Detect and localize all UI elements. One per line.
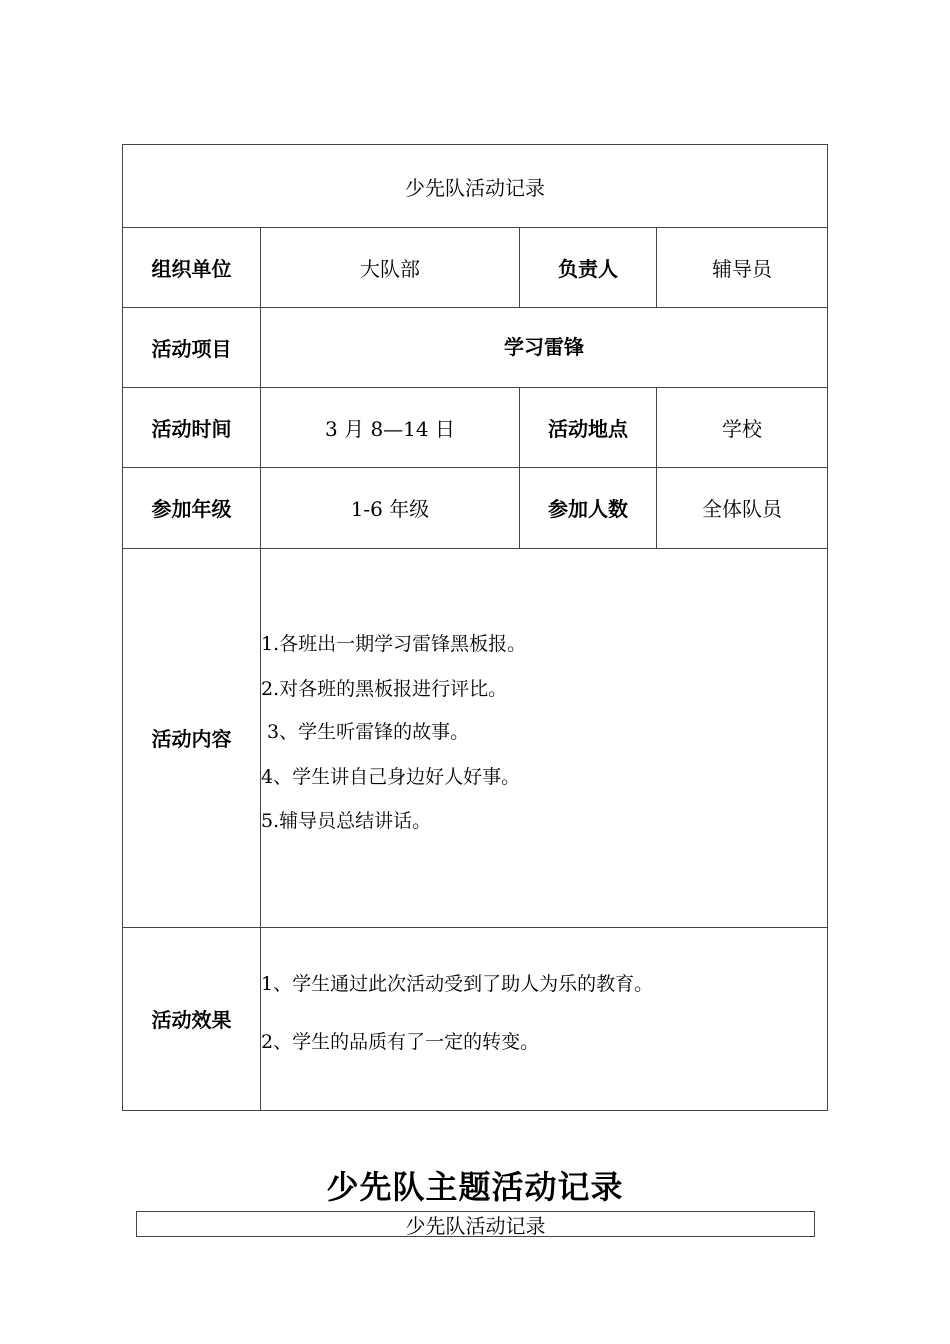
count-label: 参加人数	[548, 497, 628, 521]
grade-label: 参加年级	[151, 497, 232, 521]
next-table-title: 少先队活动记录	[136, 1211, 815, 1237]
count-value: 全体队员	[702, 497, 782, 521]
leader-label: 负责人	[558, 256, 618, 281]
effect-item: 2、学生的品质有了一定的转变。	[261, 1031, 540, 1053]
project-value: 学习雷锋	[504, 334, 584, 359]
activity-record-table	[122, 144, 828, 1111]
content-label: 活动内容	[151, 727, 232, 751]
content-item: 3、学生听雷锋的故事。	[261, 721, 470, 743]
content-item: 1.各班出一期学习雷锋黑板报。	[261, 633, 527, 655]
time-value: 3 月 8—14 日	[325, 416, 455, 441]
effect-label: 活动效果	[151, 1008, 232, 1032]
record-title: 少先队活动记录	[405, 175, 545, 200]
org-value: 大队部	[360, 256, 420, 281]
grade-value: 1-6 年级	[350, 497, 430, 521]
effect-item: 1、学生通过此次活动受到了助人为乐的教育。	[261, 973, 654, 995]
page-heading: 少先队主题活动记录	[326, 1168, 624, 1206]
content-item: 4、学生讲自己身边好人好事。	[261, 766, 521, 788]
content-item: 2.对各班的黑板报进行评比。	[261, 678, 508, 700]
content-item: 5.辅导员总结讲话。	[261, 810, 432, 832]
org-label: 组织单位	[151, 256, 232, 281]
place-value: 学校	[722, 416, 762, 441]
place-label: 活动地点	[548, 416, 628, 441]
time-label: 活动时间	[151, 416, 232, 441]
project-label: 活动项目	[151, 336, 232, 361]
leader-value: 辅导员	[712, 256, 772, 281]
